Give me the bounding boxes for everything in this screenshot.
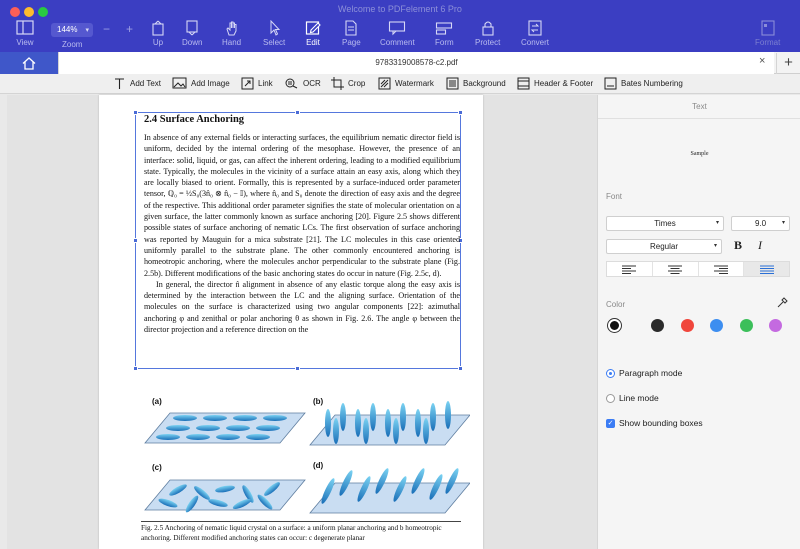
bates-numbering-button[interactable] [604, 77, 683, 90]
chevron-down-icon: ▾ [781, 220, 785, 226]
header-footer-button[interactable] [517, 77, 593, 90]
figure-panel-label: (c) [152, 463, 162, 472]
color-swatch-blue[interactable] [710, 319, 723, 332]
page-up-icon [150, 20, 166, 36]
align-center-button[interactable] [653, 262, 699, 276]
page-down-icon [184, 20, 200, 36]
chevron-down-icon: ▾ [715, 220, 719, 226]
edit-label: Edit [306, 38, 320, 47]
down-button[interactable] [182, 20, 202, 47]
figure-panel-label: (d) [313, 461, 324, 470]
watermark-icon [378, 77, 391, 90]
hand-button[interactable] [222, 20, 241, 47]
header-footer-label: Header & Footer [534, 79, 594, 88]
up-label: Up [152, 38, 164, 47]
color-swatch-dark[interactable] [651, 319, 664, 332]
home-tab[interactable] [0, 52, 58, 74]
paragraph: In general, the director n̂ alignment in absence of any elastic torque along the easy axis is determined by the interaction between the LC and the aligning surface. Orientation of the molecules on the surface is characterized using two angular components [22]: azimuthal anchoring φ and zenithal or polar anchoring θ as shown in Fig. 2.6. The angle φ between the director projection and a reference direction on the [144, 279, 460, 335]
close-tab-button[interactable]: × [759, 55, 766, 67]
color-swatch-green[interactable] [740, 319, 753, 332]
line-mode-option[interactable] [606, 393, 659, 403]
font-size-select[interactable] [731, 216, 790, 231]
figure-panel-label: (a) [152, 397, 162, 406]
ocr-button[interactable] [284, 77, 321, 89]
tab-bar [0, 52, 800, 74]
figure-caption: Fig. 2.5 Anchoring of nematic liquid crystal on a surface: a uniform planar anchoring and b homeotropic anchoring. Different modified anchoring states can occur: c degenerate planar [141, 521, 461, 543]
main-toolbar [0, 0, 800, 52]
show-bounding-boxes-label: Show bounding boxes [619, 418, 703, 428]
align-left-button[interactable] [607, 262, 653, 276]
radio-icon [606, 394, 615, 403]
add-text-button[interactable] [113, 77, 161, 90]
background-button[interactable] [446, 77, 506, 90]
alignment-group [606, 261, 790, 277]
hand-label: Hand [222, 38, 242, 47]
checkbox-checked-icon: ✓ [607, 419, 614, 427]
font-family-value: Times [654, 219, 676, 228]
convert-button[interactable] [521, 20, 549, 47]
convert-label: Convert [521, 38, 550, 47]
document-tab[interactable]: 9783319008578-c2.pdf [58, 52, 774, 74]
page-label: Page [342, 38, 361, 47]
watermark-label: Watermark [395, 79, 434, 88]
zoom-out-button[interactable]: − [103, 22, 111, 36]
format-icon [760, 20, 776, 36]
font-preview: Sample [690, 151, 709, 157]
text-icon [113, 77, 126, 90]
show-bounding-boxes-option[interactable] [606, 418, 703, 428]
add-image-button[interactable] [172, 77, 230, 89]
figure-panel-label: (b) [313, 397, 324, 406]
resize-handle[interactable] [133, 366, 138, 371]
resize-handle[interactable] [133, 110, 138, 115]
form-button[interactable] [435, 20, 454, 47]
text-properties-panel [597, 95, 800, 549]
zoom-value: 144% [57, 25, 78, 34]
add-image-label: Add Image [191, 78, 230, 88]
font-family-select[interactable] [606, 216, 724, 231]
eyedropper-icon[interactable] [776, 297, 788, 309]
crop-icon [331, 77, 344, 90]
color-swatch-black[interactable] [608, 319, 621, 332]
section-heading: 2.4 Surface Anchoring [144, 114, 245, 125]
up-button[interactable] [150, 20, 166, 47]
resize-handle[interactable] [295, 366, 300, 371]
line-mode-label: Line mode [619, 393, 659, 403]
paragraph-mode-option[interactable] [606, 368, 682, 378]
paragraph: In absence of any external fields or interacting surfaces, the equilibrium nematic director field is uniform, decided by the internal ordering of the mesophase. However, the presence of an interface: solid, liquid, or gas, can affect the inherent ordering, leading to a modified equilibrium state. Typically, the molecules in the vicinity of a surface attain an easy axis, along which they are locally biased to orient. Formally, this is represented by a surface-induced order parameter tensor, ℚ₀ = ½S₀(3n̂₀ ⊗ n̂₀ − 𝕀), where n̂₀ and S₀ denote the direction of easy axis and the degree of the respective. This additional order parameter signifies the state of molecular orientation on a given surface, the latter commonly known as surface anchoring [20]. Figure 2.5 shows different possible states of surface anchoring of nematic LCs. The first observation of surface anchoring was reported by Mauguin for a mica substrate [21]. The LC molecules in this case oriented uniformly parallel to the substrate plane. The other commonly encountered anchoring is homeotropic anchoring, where the molecules anchor perpendicular to the substrate plane (Fig. 2.5b). Different modifications of the basic anchoring states do occur in nature (Fig. 2.5c, d). [144, 133, 460, 278]
crop-button[interactable] [331, 77, 365, 90]
protect-label: Protect [475, 38, 501, 47]
zoom-in-button[interactable]: + [126, 22, 134, 36]
align-right-button[interactable] [699, 262, 745, 276]
view-button[interactable] [15, 20, 35, 47]
view-label: View [16, 38, 34, 47]
convert-icon [527, 20, 543, 36]
italic-button[interactable]: I [758, 238, 762, 252]
background-label: Background [463, 79, 506, 88]
color-label: Color [606, 300, 626, 309]
align-justify-button[interactable] [744, 262, 789, 276]
bates-icon [604, 77, 617, 90]
hand-icon [224, 20, 240, 36]
font-label: Font [606, 192, 623, 201]
text-block[interactable] [144, 114, 460, 335]
bates-numbering-label: Bates Numbering [621, 79, 683, 88]
protect-button[interactable] [475, 20, 500, 47]
edit-button[interactable] [305, 20, 321, 47]
crop-label: Crop [348, 79, 366, 88]
font-style-select[interactable] [606, 239, 722, 254]
bold-button[interactable]: B [734, 238, 743, 252]
resize-handle[interactable] [458, 366, 463, 371]
link-button[interactable] [241, 77, 273, 90]
page-button[interactable] [342, 20, 361, 47]
background-icon [446, 77, 459, 90]
select-label: Select [263, 38, 286, 47]
sidebar-icon [15, 20, 35, 36]
format-label: Format [755, 38, 781, 47]
chevron-down-icon: ▾ [85, 27, 89, 34]
image-icon [172, 77, 187, 89]
edit-toolbar [0, 74, 800, 94]
cursor-icon [266, 20, 282, 36]
radio-selected-icon [606, 369, 615, 378]
add-text-label: Add Text [130, 79, 161, 88]
edit-icon [305, 20, 321, 36]
ocr-icon [284, 77, 299, 89]
align-center-icon [668, 265, 682, 274]
comment-label: Comment [380, 38, 415, 47]
chevron-down-icon: ▾ [713, 243, 717, 249]
zoom-select[interactable] [51, 23, 93, 37]
form-label: Form [435, 38, 454, 47]
home-icon [22, 57, 36, 70]
color-swatch-purple[interactable] [769, 319, 782, 332]
lock-icon [480, 20, 496, 36]
align-justify-icon [760, 265, 774, 274]
comment-button[interactable] [380, 20, 415, 47]
window-title: Welcome to PDFelement 6 Pro [338, 4, 462, 14]
link-label: Link [258, 79, 273, 88]
font-style-value: Regular [649, 242, 678, 251]
panel-header: Text [598, 95, 800, 119]
resize-handle[interactable] [133, 238, 138, 243]
page-icon [343, 20, 359, 36]
paragraph-mode-label: Paragraph mode [619, 368, 683, 378]
align-left-icon [622, 265, 636, 274]
color-swatch-red[interactable] [681, 319, 694, 332]
form-icon [435, 20, 453, 36]
header-footer-icon [517, 77, 530, 90]
link-icon [241, 77, 254, 90]
anchoring-figure [140, 395, 470, 515]
watermark-button[interactable] [378, 77, 434, 90]
zoom-label: Zoom [62, 40, 83, 49]
down-label: Down [182, 38, 203, 47]
ocr-label: OCR [303, 78, 321, 88]
format-button[interactable] [755, 20, 780, 47]
align-right-icon [714, 265, 728, 274]
select-button[interactable] [263, 20, 285, 47]
new-tab-button[interactable]: + [776, 53, 800, 74]
comment-icon [388, 20, 406, 36]
font-size-value: 9.0 [754, 219, 767, 228]
